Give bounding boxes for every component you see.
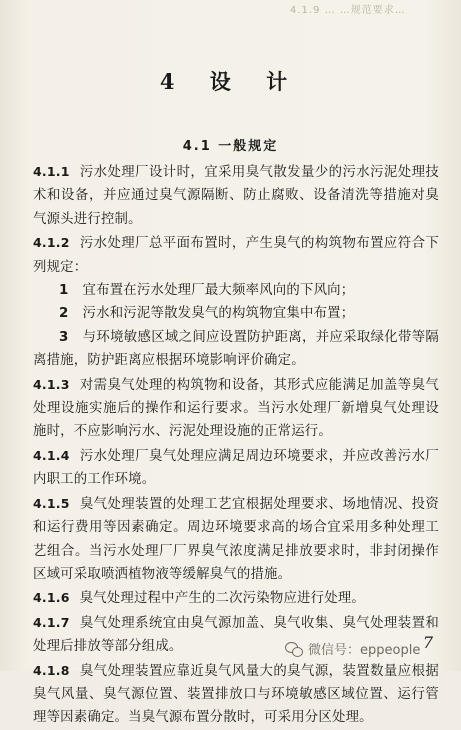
clause-text: 对需臭气处理的构筑物和设备，其形式应能满足加盖等臭气处理设施实施后的操作和运行要求。当污水处理厂新增臭气处理设施时，不应影响污水、污泥处理设施的正常运行。 xyxy=(33,377,439,440)
watermark-right xyxy=(285,639,420,658)
clause-text: 污水处理厂臭气处理应满足周边环境要求，并应改善污水厂内职工的工作环境。 xyxy=(33,448,439,488)
section-title: 4.1 一般规定 xyxy=(182,139,279,154)
clause-4-1-4 xyxy=(33,444,439,492)
clause-number: 4.1.2 xyxy=(33,235,70,251)
clause-4-1-6 xyxy=(33,586,439,610)
item-text: 与环境敏感区域之间应设置防护距离，并应采取绿化带等隔离措施，防护距离应根据环境影响评价确定。 xyxy=(33,329,439,369)
item-text: 污水和污泥等散发臭气的构筑物宜集中布置； xyxy=(82,306,355,322)
clause-number: 4.1.5 xyxy=(33,495,70,511)
chapter-title: 4 设 计 xyxy=(159,69,302,94)
list-item xyxy=(33,302,439,325)
clause-text: 臭气处理装置的处理工艺宜根据处理要求、场地情况、投资和运行费用等因素确定。周边环境要求高的场合宜采用多种处理工艺组合。当污水处理厂厂界臭气浓度满足排放要求时，非封闭操作区域可采取喷洒植物液等缓解臭气的措施。 xyxy=(33,496,439,582)
clause-4-1-2 xyxy=(33,231,439,279)
list-item xyxy=(33,279,439,302)
page-number: 7 xyxy=(422,633,433,652)
clause-number: 4.1.6 xyxy=(33,590,70,606)
bleed-through-text: 4.1.9 … …规范要求… xyxy=(290,5,406,16)
item-number: 2 xyxy=(59,306,69,322)
clause-number: 4.1.8 xyxy=(33,662,70,678)
item-number: 3 xyxy=(59,329,69,345)
item-text: 宜布置在污水处理厂最大频率风向的下风向； xyxy=(82,283,355,299)
clause-text: 臭气处理系统宜由臭气源加盖、臭气收集、臭气处理装置和处理后排放等部分组成。 xyxy=(33,615,439,655)
clause-4-1-8 xyxy=(33,659,439,730)
clause-text: 臭气处理装置应靠近臭气风量大的臭气源，装置数量应根据臭气风量、臭气源位置、装置排放口与环境敏感区域位置、运行管理等因素确定。当臭气源布置分散时，可采用分区处理。 xyxy=(33,663,439,726)
clause-4-1-5 xyxy=(33,492,439,587)
clause-text: 污水处理厂设计时，宜采用臭气散发量少的污水污泥处理技术和设备，并应通过臭气源隔断、防止腐败、设备清洗等措施对臭气源头进行控制。 xyxy=(33,165,439,227)
clause-number: 4.1.3 xyxy=(33,376,70,392)
list-item xyxy=(33,326,439,373)
clause-number: 4.1.1 xyxy=(33,164,70,179)
clause-4-1-3 xyxy=(33,373,439,444)
watermark-text: 微信号：eppeople xyxy=(308,643,421,658)
clause-text: 臭气处理过程中产生的二次污染物应进行处理。 xyxy=(79,591,365,607)
item-number: 1 xyxy=(59,283,69,299)
wechat-icon xyxy=(285,642,303,656)
clause-text: 污水处理厂总平面布置时，产生臭气的构筑物布置应符合下列规定： xyxy=(33,236,439,275)
clause-number: 4.1.4 xyxy=(33,447,70,463)
clause-4-1-1 xyxy=(33,160,439,231)
clause-number: 4.1.7 xyxy=(33,614,70,630)
